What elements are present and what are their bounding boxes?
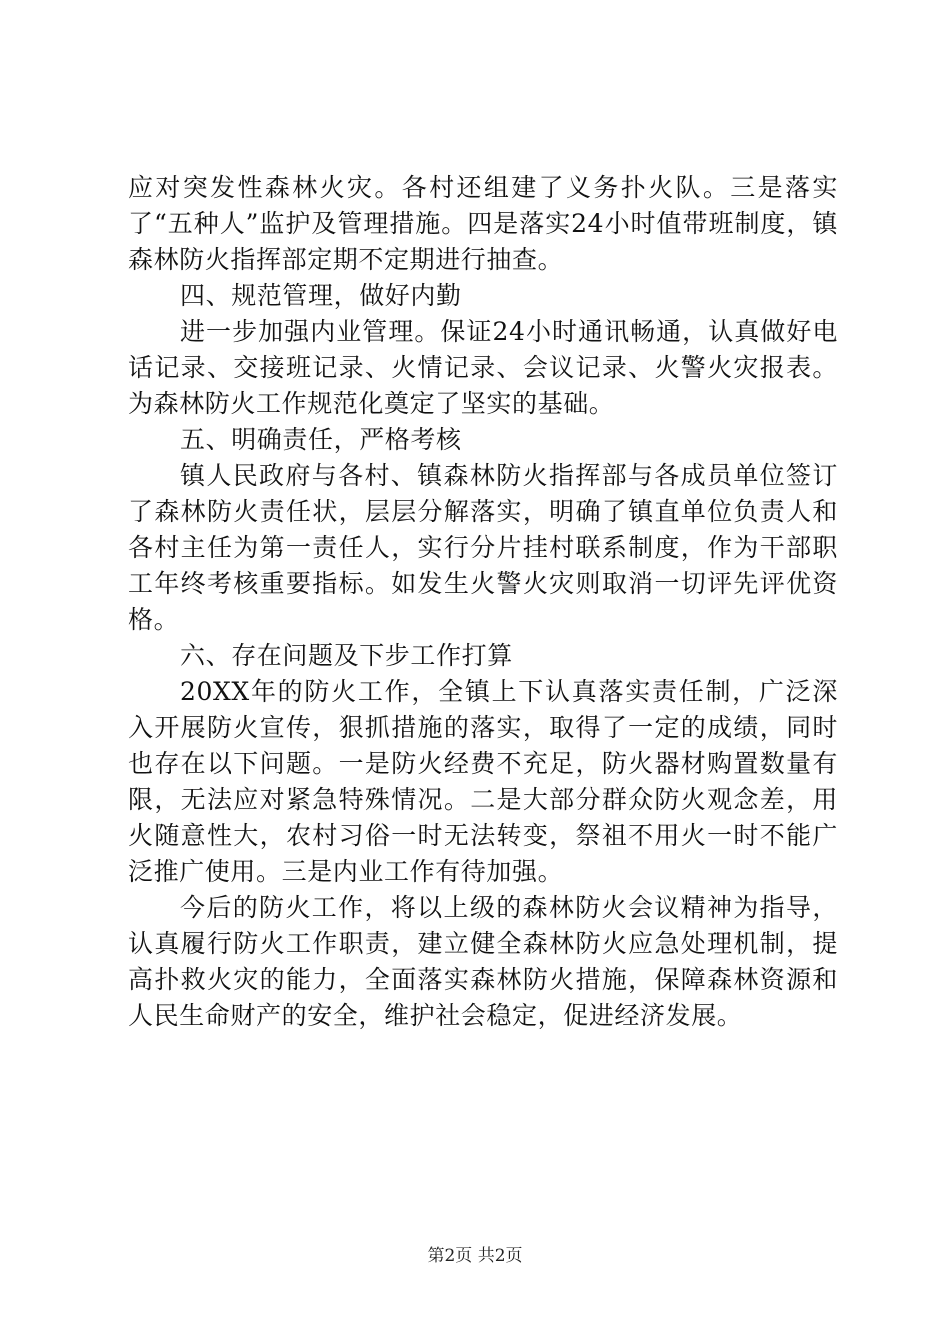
paragraph-problems: 20XX年的防火工作，全镇上下认真落实责任制，广泛深入开展防火宣传，狠抓措施的落实，取得了一定的成绩，同时也存在以下问题。一是防火经费不充足，防火器材购置数量有限，无法应对紧急特殊情况。二是大部分群众防火观念差，用火随意性大，农村习俗一时无法转变，祭祖不用火一时不能广泛推广使用。三是内业工作有待加强。 xyxy=(128,677,838,886)
page-footer: 第2页 共2页 xyxy=(427,1246,523,1266)
section-heading-4: 四、规范管理，做好内勤 xyxy=(180,281,462,310)
section-heading-6: 六、存在问题及下步工作打算 xyxy=(180,641,513,670)
paragraph-future-work: 今后的防火工作，将以上级的森林防火会议精神为指导，认真履行防火工作职责，建立健全森林防火应急处理机制，提高扑救火灾的能力，全面落实森林防火措施，保障森林资源和人民生命财产的安全，维护社会稳定，促进经济发展。 xyxy=(128,893,838,1030)
document-body xyxy=(128,170,838,1034)
paragraph-internal-management: 进一步加强内业管理。保证24小时通讯畅通，认真做好电话记录、交接班记录、火情记录、会议记录、火警火灾报表。为森林防火工作规范化奠定了坚实的基础。 xyxy=(128,317,838,418)
paragraph-continuation: 应对突发性森林火灾。各村还组建了义务扑火队。三是落实了“五种人”监护及管理措施。四是落实24小时值带班制度，镇森林防火指挥部定期不定期进行抽查。 xyxy=(128,173,838,274)
paragraph-responsibility: 镇人民政府与各村、镇森林防火指挥部与各成员单位签订了森林防火责任状，层层分解落实，明确了镇直单位负责人和各村主任为第一责任人，实行分片挂村联系制度，作为干部职工年终考核重要指标。如发生火警火灾则取消一切评先评优资格。 xyxy=(128,461,838,634)
section-heading-5: 五、明确责任，严格考核 xyxy=(180,425,462,454)
